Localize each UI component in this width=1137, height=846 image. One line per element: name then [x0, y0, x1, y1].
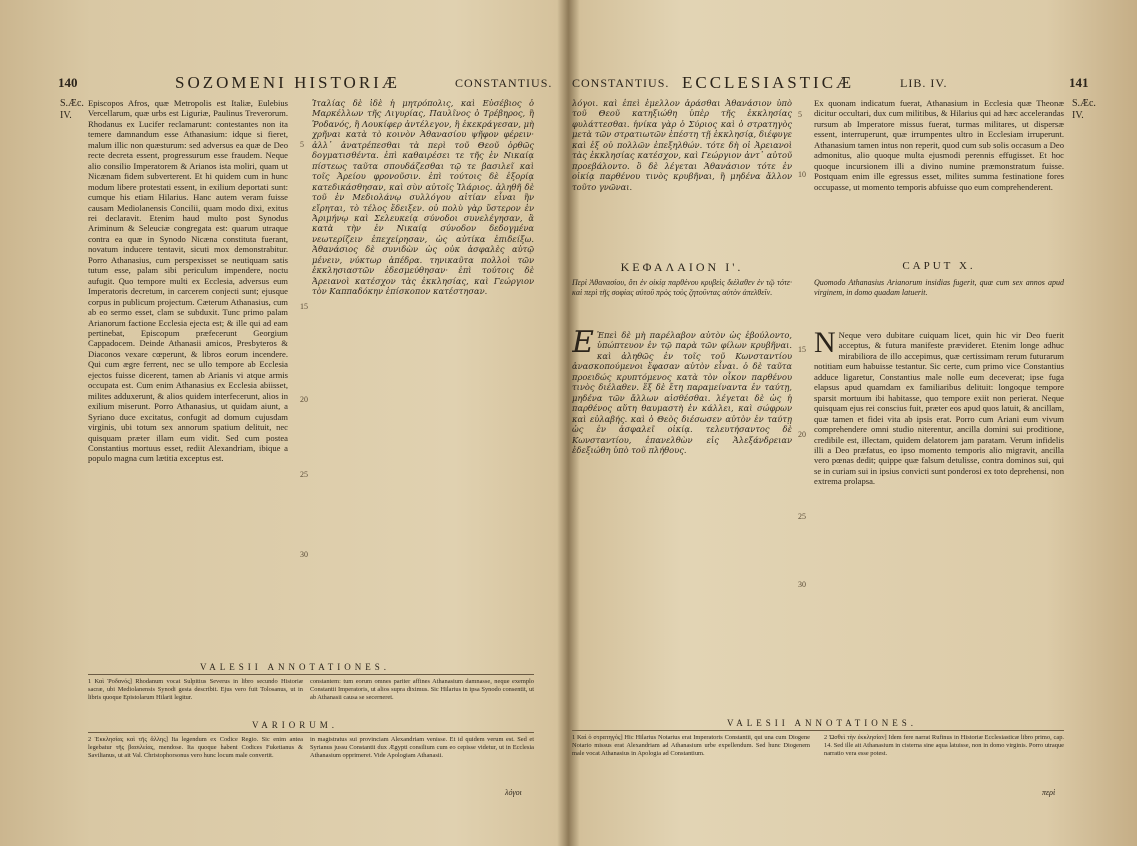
margin-century: S.Æc. IV.	[60, 98, 84, 121]
annotation-right: 2 Ὡσθεὶ τὴν ἐκκλησίαν] Idem fere narrat Rufinus in Historiæ Ecclesiasticæ libro primo, cap. 14. Sed ille ait Athanasium in cisterna sine aqua latuisse, non in domo virginis. Porro utraque narratio vera esse potest.	[824, 734, 1064, 757]
line-number: 5	[798, 110, 802, 119]
line-number: 25	[798, 512, 806, 521]
left-page	[0, 0, 565, 846]
variorum-left: 2 Ἐκκλησίας καὶ τῆς ἄλλης] Ita legendum ex Codice Regio. Sic enim antea legebatur τῆς βασιλείας, mendose. Ita quoque habent Codices Fuketianus & Savilianus, ut ait Val. Christophorsonus vero hunc locum male convertit.	[88, 736, 303, 759]
page-number: 141	[1069, 75, 1089, 90]
page-number: 140	[58, 75, 78, 90]
annotations-title: VALESII ANNOTATIONES.	[199, 662, 391, 672]
annotations-title: VALESII ANNOTATIONES.	[726, 718, 918, 728]
running-title: ECCLESIASTICÆ	[682, 73, 855, 92]
left-header	[0, 75, 565, 97]
left-running-title: CONSTANTIUS.	[572, 76, 670, 90]
latin-column-top	[814, 98, 1064, 258]
right-header	[572, 75, 1137, 97]
chapter-heading-latin: CAPUT X.	[902, 260, 976, 272]
latin-column-body	[814, 330, 1064, 642]
greek-text-body: Ἐπεὶ δὲ μὴ παρέλαβον αὐτὸν ὡς ἐβούλοντο, ὑπώπτευον ἐν τῷ παρὰ τῶν φίλων κρυβῆναι. καὶ ἀληθῶς ἐν τοῖς τοῦ Κωνσταντίου ἀνασκοπούμενοι ἔφασαν αὐτὸν εἶναι. ὁ δὲ ταῦτα προειδώς κρυπτόμενος κατὰ τὸν οἶκον παρθένου τινὸς διέλαθεν. ἕξ δὲ ἔτη παραμείναντα ἐν ταύτῃ, μηδένα τῶν ἄλλων αἰσθέσθαι. λέγεται δὲ ὡς ἡ παρθένος αὕτη θαυμαστὴ ἐν κάλλει, καὶ σώφρων καὶ εὐλαβής. καὶ ὁ Θεὸς διέσωσεν αὐτὸν ἐν ταύτῃ ὡς ἐν ἀσφαλεῖ οἰκίᾳ. τελευτήσαντος δὲ Κωνσταντίου, ἐπανελθὼν εἰς Ἀλεξάνδρειαν ἐδεξιώθη ὑπὸ τοῦ πλήθους.	[572, 330, 792, 455]
variorum-title: VARIORUM.	[251, 720, 339, 730]
latin-text: Episcopos Afros, quæ Metropolis est Italiæ, Eulebius Vercellarum, quæ urbs est Liguriæ, Paulinus Treverorum. Rhodanus ex Lucifer reclamarunt: contestantes non ita temere damnandum esse Athanasium: idque si fieret, malum illic non quæsturum: sed adversus ea quæ de Deo recte decreta essent, progressurum esse fraudem. Neque alio consilio Imperatorem & Arianos ista moliri, quam ut Nicænam fidem subverterent. Et hi quidem cum in hunc modum libere protestati essent, in exilium deportati sunt: cumque his etiam Hilarius. Hanc autem veram fuisse causam Mediolanensis Concilii, quam modo dixi, exitus rei declaravit. Etenim haud multo post Synodus Ariminum & Seleuciæ congregata est: quarum utraque contra ea quæ in Synodo Nicæna constituta fuerant, novatum inducere tentavit, sicuti mox demonstrabitur. Porro Athanasius, cum perspexisset se neutiquam satis tutum esse, palam sibi periculum impendere, noctu aufugit. Quo tempore multi ex Ecclesia, adversus eum Imperatoris decretum, in carcerem conjecti sunt; ejusque corpus in publicum projectum. Cæterum Athanasius, cum ab eo sermo esset, clam se subduxit. Tunc primo palam Arianorum factione Ecclesia ejecta est; & ille qui ad eam pertinebat, Episcopum præfecerunt Georgium Cappadocem. Deinde Athanasii amicos, Presbyteros & Diaconos vexare cœperunt, & libros eorum incendere. Qui cum ægre ferrent, nec se ullo tempore ab Ecclesia ejectos fuisse dicerent, tamen ab Arianis vi atque armis occupata est. Cum enim Athanasius ex Ecclesia abiisset, milites adduxerunt, & alios quidem interfecerunt, alios in exilium miserunt. Porro Athanasius, ut quidam aiunt, a Syriano duce excitatus, confugit ad domum cujusdam virginis, ubi totum sex annorum spatium delituit, nec quisquam præter illam eum vidit. Sed cum postea Constantius mortuus esset, rediit Alexandriam, ibique a populo magna cum lætitia exceptus est.	[88, 98, 288, 464]
line-number: 30	[798, 580, 806, 589]
greek-column	[312, 98, 534, 655]
greek-text: Ἱταλίας δὲ ἰδὲ ἡ μητρόπολις, καὶ Εὐσέβιος ὁ Μαρκέλλων τῆς Λιγυρίας, Παυλῖνος ὁ Τρέβηρος, ἢ Ῥοδανός, ἢ Λουκίφερ ἀντέλεγον, ἢ ἐκεκράγεσαν, μὴ χρῆναι κατὰ τὸ κοινὸν Ἀθανασίου ψῆφον φέρειν· ἀλλ᾽ ἀνατρέπεσθαι τὰ περὶ τοῦ Θεοῦ ὀρθῶς δογματισθέντα. ἐπὶ καθαιρέσει τε τῆς ἐν Νικαίᾳ πίστεως ταῦτα σπουδάζεσθαι τῷ τε βασιλεῖ καὶ τοῖς Ἀρείου φρονοῦσιν. ἐπὶ τούτοις δὲ ἐξορίᾳ κατεδικάσθησαν, καὶ σὺν αὐτοῖς Ἰλάριος. ἀληθῆ δὲ τοῦ ἐν Μεδιολάνῳ συλλόγου αἰτίαν εἶναι ἢν εἴρηται, τὸ τέλος ἔδειξεν. οὐ πολὺ γὰρ ὕστερον ἐν Ἀριμήνῳ καὶ Σελευκείᾳ σύνοδοι συνελέγησαν, ἃ κατὰ τὴν ἐν Νικαίᾳ σύνοδον δεδογμένα νεωτερίζειν ἐπεχείρησαν, ὡς αὐτίκα ἐπιδείξω. Ἀθανάσιος δὲ συνιδὼν ὡς οὐκ ἀσφαλὲς αὐτῷ μένειν, νύκτωρ ἀπέδρα. τηνικαῦτα πολλοὶ τῶν ἐκκλησιαστῶν ἐδεσμεύθησαν· ἐπὶ τούτοις δὲ Ἀρειανοὶ κατέσχον τὰς ἐκκλησίας, καὶ Γεώργιον τὸν Καππαδόκην ἐπίσκοπον κατέστησαν.	[312, 98, 534, 297]
variorum-right: in magistratus sui provinciam Alexandriam venisse. Et id quidem verum est. Sed et Syrianus jussu Constantii dux Ægypti consilium cum eo cepisse videtur, ut in Ecclesia Athanasium opprimeret. Vide Apologiam Athanasii.	[310, 736, 534, 759]
running-subtitle: LIB. IV.	[900, 76, 948, 90]
right-page	[572, 0, 1137, 846]
catchword: λόγοι	[505, 788, 522, 797]
running-title: SOZOMENI HISTORIÆ	[175, 73, 400, 92]
line-number: 30	[300, 550, 308, 559]
latin-column	[88, 98, 288, 655]
margin-century: S.Æc. IV.	[1072, 98, 1096, 121]
running-subtitle: CONSTANTIUS.	[455, 76, 553, 90]
chapter-summary-greek: Περὶ Ἀθανασίου, ὅτι ἐν οἰκίᾳ παρθένου κρυβεὶς διέλαθεν ἐν τῷ τότε· καὶ περὶ τῆς σοφίας αὐτοῦ πρὸς τοὺς ζητοῦντας αὐτὸν ἀπελθεῖν.	[572, 278, 792, 297]
chapter-heading-greek: ΚΕΦΑΛΑΙΟΝ Ι'.	[620, 260, 744, 274]
greek-column-body	[572, 330, 792, 642]
annotation-left: 1 Καὶ Ῥοδανός] Rhodanum vocat Sulpitius Severus in libro secundo Historiæ sacræ, ubi Mediolanensis Synodi gesta describit. Ejus vero fuit Tolosanus, ut in libris quoque Epistolarum Hilarii legitur.	[88, 678, 303, 701]
divider	[88, 674, 534, 675]
chapter-summary-latin: Quomodo Athanasius Arianorum insidias fugerit, quæ cum sex annos apud virginem, in domo quadam latuerit.	[814, 278, 1064, 297]
line-number: 20	[798, 430, 806, 439]
drop-cap: Ε	[572, 330, 594, 360]
divider	[88, 732, 534, 733]
greek-text-top: λόγοι. καὶ ἐπεὶ ἐμελλον ἀράσθαι Ἀθανάσιον ὑπὸ τοῦ Θεοῦ κατηξιώθη ὑπὲρ τῆς ἐκκλησίας φυλάττεσθαι. ἡνίκα γὰρ ὁ Σύριος καὶ ὁ στρατηγὸς μετὰ τῶν στρατιωτῶν ἐπέστη τῇ ἐκκλησίᾳ, διέφυγε καὶ ἐξ οὐ πολλῶν ἐπεξηλθών. τότε δὴ οἱ Ἀρειανοὶ τὰς ἐκκλησίας κατέσχον, καὶ Γεώργιον ἀντ᾽ αὐτοῦ προεβάλοντο. ὃ δὲ λέγεται Ἀθανάσιον τότε ἐν οἰκίᾳ παρθένου τινὸς κρυβῆναι, ἢ μηδένα ἄλλον τοῦτο γνῶναι.	[572, 98, 792, 192]
latin-text-top: Ex quonam indicatum fuerat, Athanasium in Ecclesia quæ Theonæ dicitur occultari, dux cum militibus, & Hilarius qui ad hæc accelerandas rursum ab Imperatore missus fuerat, turmas militares, ut dispersæ essent, interruperunt, quæ irrumpentes ultro in Ecclesiam irruperunt. Athanasium tamen intus non reperit, quod cum sub solis occasum a Deo admonitus, alio quoque multa ejusmodi perennis effugisset. Et hoc quoque incursionem illi a divino numine præmonstratum fuisse. Postquam enim ille egressus esset, milites summa festinatione fores occupasse, ut momento temporis abfuisse quo eum comprehenderent.	[814, 98, 1064, 192]
line-number: 10	[798, 170, 806, 179]
annotation-right: constantem: tum eorum omnes pariter affines Athanasium damnasse, neque exemplo Constantii Imperatoris, ut alios supra diximus. Sic Hilarius in ipsa Synodo consentit, ut ab Athanasii causa se secerneret.	[310, 678, 534, 701]
line-number: 20	[300, 395, 308, 404]
line-number: 15	[798, 345, 806, 354]
drop-cap: N	[814, 330, 836, 359]
latin-text-body: Neque vero dubitare cuiquam licet, quin hic vir Deo fuerit acceptus, & futura manifeste prævideret. Etenim longe adhuc mirabiliora de illo accepimus, quæ certissimam rerum futurarum notitiam eum habuisse testantur. Sic certe, cum primo vice Constantius adduce ligaretur, Constantius male nolle eum deceverat; ipse fuga elapsus apud quamdam ex familiaribus delituit: longoque tempore sparsit mortuum ibi habitasse, quo tempore exiit non perierat. Neque quisquam ejus rei conscius fuit, præter eos apud quos latuit, & ancillam, quæ tamen et fidei vita ab ipsis erat. Porro cum Ariani eum vivum comprehendere omni studio niterentur, ancilla domini sui proditione, credibile est, illectam, quidem delatorem jam paratam. Verum infidelis illi a Deo præfatus, eo ipso momento temporis alio migravit, ancilla vero pœnas dedit; quippe quæ falsum detulisse, contra dominos sui, qui se in curiam sui in ipsius convicti sunt ponderosi ex toto deprehensi, non extrema prolapsa.	[814, 330, 1064, 487]
greek-column-top	[572, 98, 792, 258]
annotation-left: 1 Καὶ ὁ στρατηγός] Hic Hilarius Notarius erat Imperatoris Constantii, qui una cum Diogene Notario missus erat Alexandriam ad Athanasium urbe expellendum. Sed hunc Diogenem male vocat Athanasius in Apologia ad Constantium.	[572, 734, 810, 757]
line-number: 15	[300, 302, 308, 311]
divider	[572, 730, 1064, 731]
line-number: 25	[300, 470, 308, 479]
catchword: περὶ	[1042, 788, 1056, 797]
line-number: 5	[300, 140, 304, 149]
